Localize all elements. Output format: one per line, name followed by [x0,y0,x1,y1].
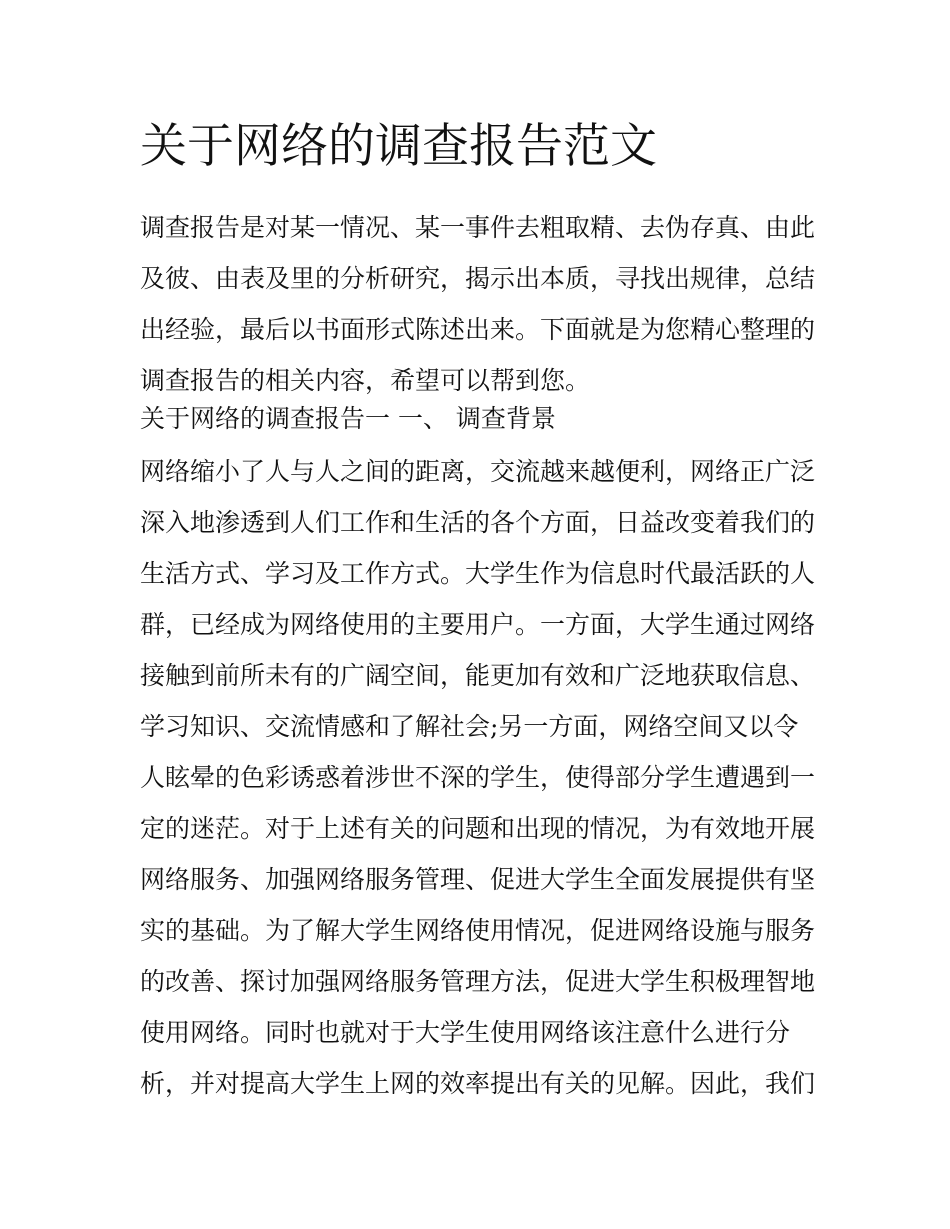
intro-line: 及彼、由表及里的分析研究，揭示出本质，寻找出规律，总结 [140,264,816,293]
paragraph-line: 网络缩小了人与人之间的距离，交流越来越便利，网络正广泛 [140,457,816,486]
paragraph-line: 人眩晕的色彩诱惑着涉世不深的学生，使得部分学生遭遇到一 [140,763,816,792]
intro-line: 出经验，最后以书面形式陈述出来。下面就是为您精心整理的 [140,315,816,344]
intro-line: 调查报告的相关内容，希望可以帮到您。 [140,366,591,395]
paragraph-line: 群，已经成为网络使用的主要用户。一方面，大学生通过网络 [140,610,816,639]
paragraph-line: 析，并对提高大学生上网的效率提出有关的见解。因此，我们 [140,1069,816,1098]
intro-paragraph [140,202,820,406]
paragraph-line: 的改善、探讨加强网络服务管理方法，促进大学生积极理智地 [140,967,816,996]
paragraph-line: 接触到前所未有的广阔空间，能更加有效和广泛地获取信息、 [140,661,816,690]
intro-line: 调查报告是对某一情况、某一事件去粗取精、去伪存真、由此 [140,213,816,242]
background-paragraph [140,446,820,1109]
paragraph-line: 网络服务、加强网络服务管理、促进大学生全面发展提供有坚 [140,865,816,894]
paragraph-line: 学习知识、交流情感和了解社会;另一方面，网络空间又以令 [140,712,799,741]
paragraph-line: 生活方式、学习及工作方式。大学生作为信息时代最活跃的人 [140,559,816,588]
section-heading: 关于网络的调查报告一 一、 调查背景 [140,404,556,433]
paragraph-line: 使用网络。同时也就对于大学生使用网络该注意什么进行分 [140,1018,791,1047]
paragraph-line: 定的迷茫。对于上述有关的问题和出现的情况，为有效地开展 [140,814,816,843]
document-content [140,114,820,1109]
paragraph-line: 深入地渗透到人们工作和生活的各个方面，日益改变着我们的 [140,508,816,537]
paragraph-line: 实的基础。为了解大学生网络使用情况，促进网络设施与服务 [140,916,816,945]
document-title: 关于网络的调查报告范文 [140,119,657,174]
